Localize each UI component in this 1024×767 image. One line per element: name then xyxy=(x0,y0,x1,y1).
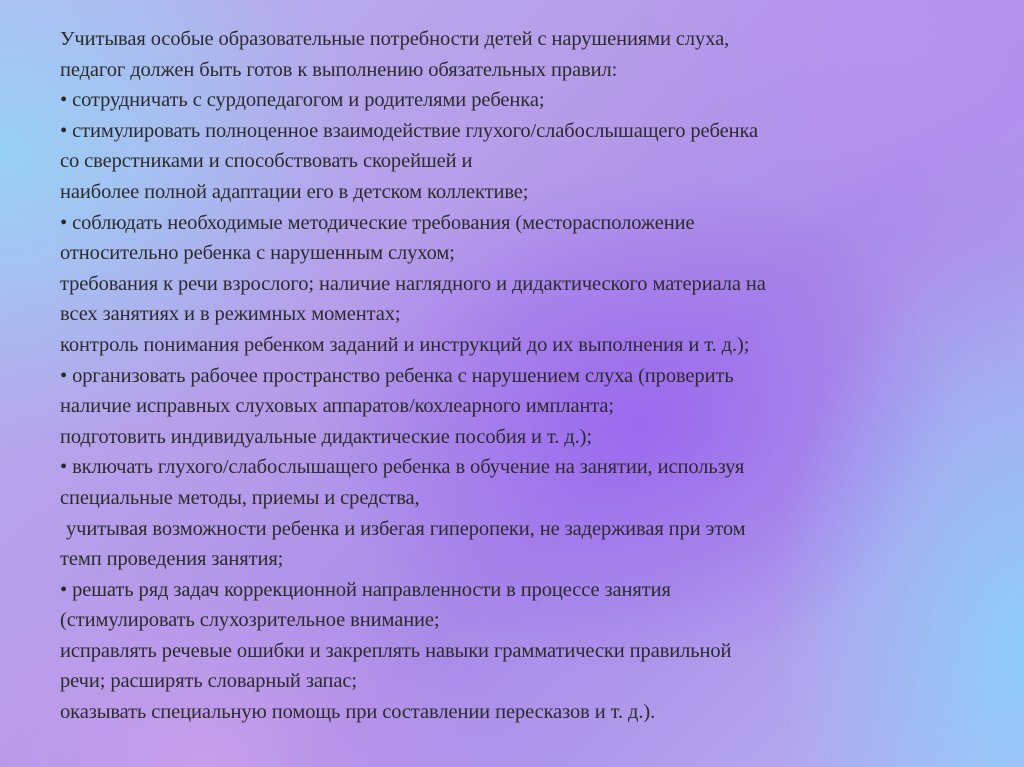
text-line: наиболее полной адаптации его в детском коллективе; xyxy=(60,180,529,203)
text-line: (стимулировать слухозрительное внимание; xyxy=(60,609,440,632)
bullet-line: • соблюдать необходимые методические требования (месторасположение xyxy=(60,211,695,234)
bullet-line: • включать глухого/слабослышащего ребенка в обучение на занятии, используя xyxy=(60,456,745,479)
text-line: требования к речи взрослого; наличие наглядного и дидактического материала на xyxy=(60,272,766,295)
text-line: подготовить индивидуальные дидактические пособия и т. д.); xyxy=(60,425,592,448)
bullet-line: • организовать рабочее пространство ребенка с нарушением слуха (проверить xyxy=(60,364,734,387)
text-line: учитывая возможности ребенка и избегая гиперопеки, не задерживая при этом xyxy=(66,517,746,540)
text-line: относительно ребенка с нарушенным слухом; xyxy=(60,242,455,265)
text-line: речи; расширять словарный запас; xyxy=(60,670,358,693)
bullet-line: • стимулировать полноценное взаимодействие глухого/слабослышащего ребенка xyxy=(60,119,759,142)
text-line: оказывать специальную помощь при составлении пересказов и т. д.). xyxy=(60,701,656,724)
text-line: Учитывая особые образовательные потребности детей с нарушениями слуха, xyxy=(60,28,730,50)
bullet-line: • сотрудничать с сурдопедагогом и родителями ребенка; xyxy=(60,89,545,112)
text-line: педагог должен быть готов к выполнению обязательных правил: xyxy=(60,58,618,81)
text-line: исправлять речевые ошибки и закреплять навыки грамматически правильной xyxy=(60,639,732,662)
text-line: контроль понимания ребенком заданий и инструкций до их выполнения и т. д.); xyxy=(60,333,750,356)
text-line: темп проведения занятия; xyxy=(60,548,284,571)
text-line: всех занятиях и в режимных моментах; xyxy=(60,303,401,326)
text-line: со сверстниками и способствовать скорейшей и xyxy=(60,150,473,173)
text-line: специальные методы, приемы и средства, xyxy=(60,486,420,509)
bullet-line: • решать ряд задач коррекционной направленности в процессе занятия xyxy=(60,578,671,601)
slide-text-block xyxy=(60,24,1000,728)
text-line: наличие исправных слуховых аппаратов/кохлеарного импланта; xyxy=(60,395,615,418)
